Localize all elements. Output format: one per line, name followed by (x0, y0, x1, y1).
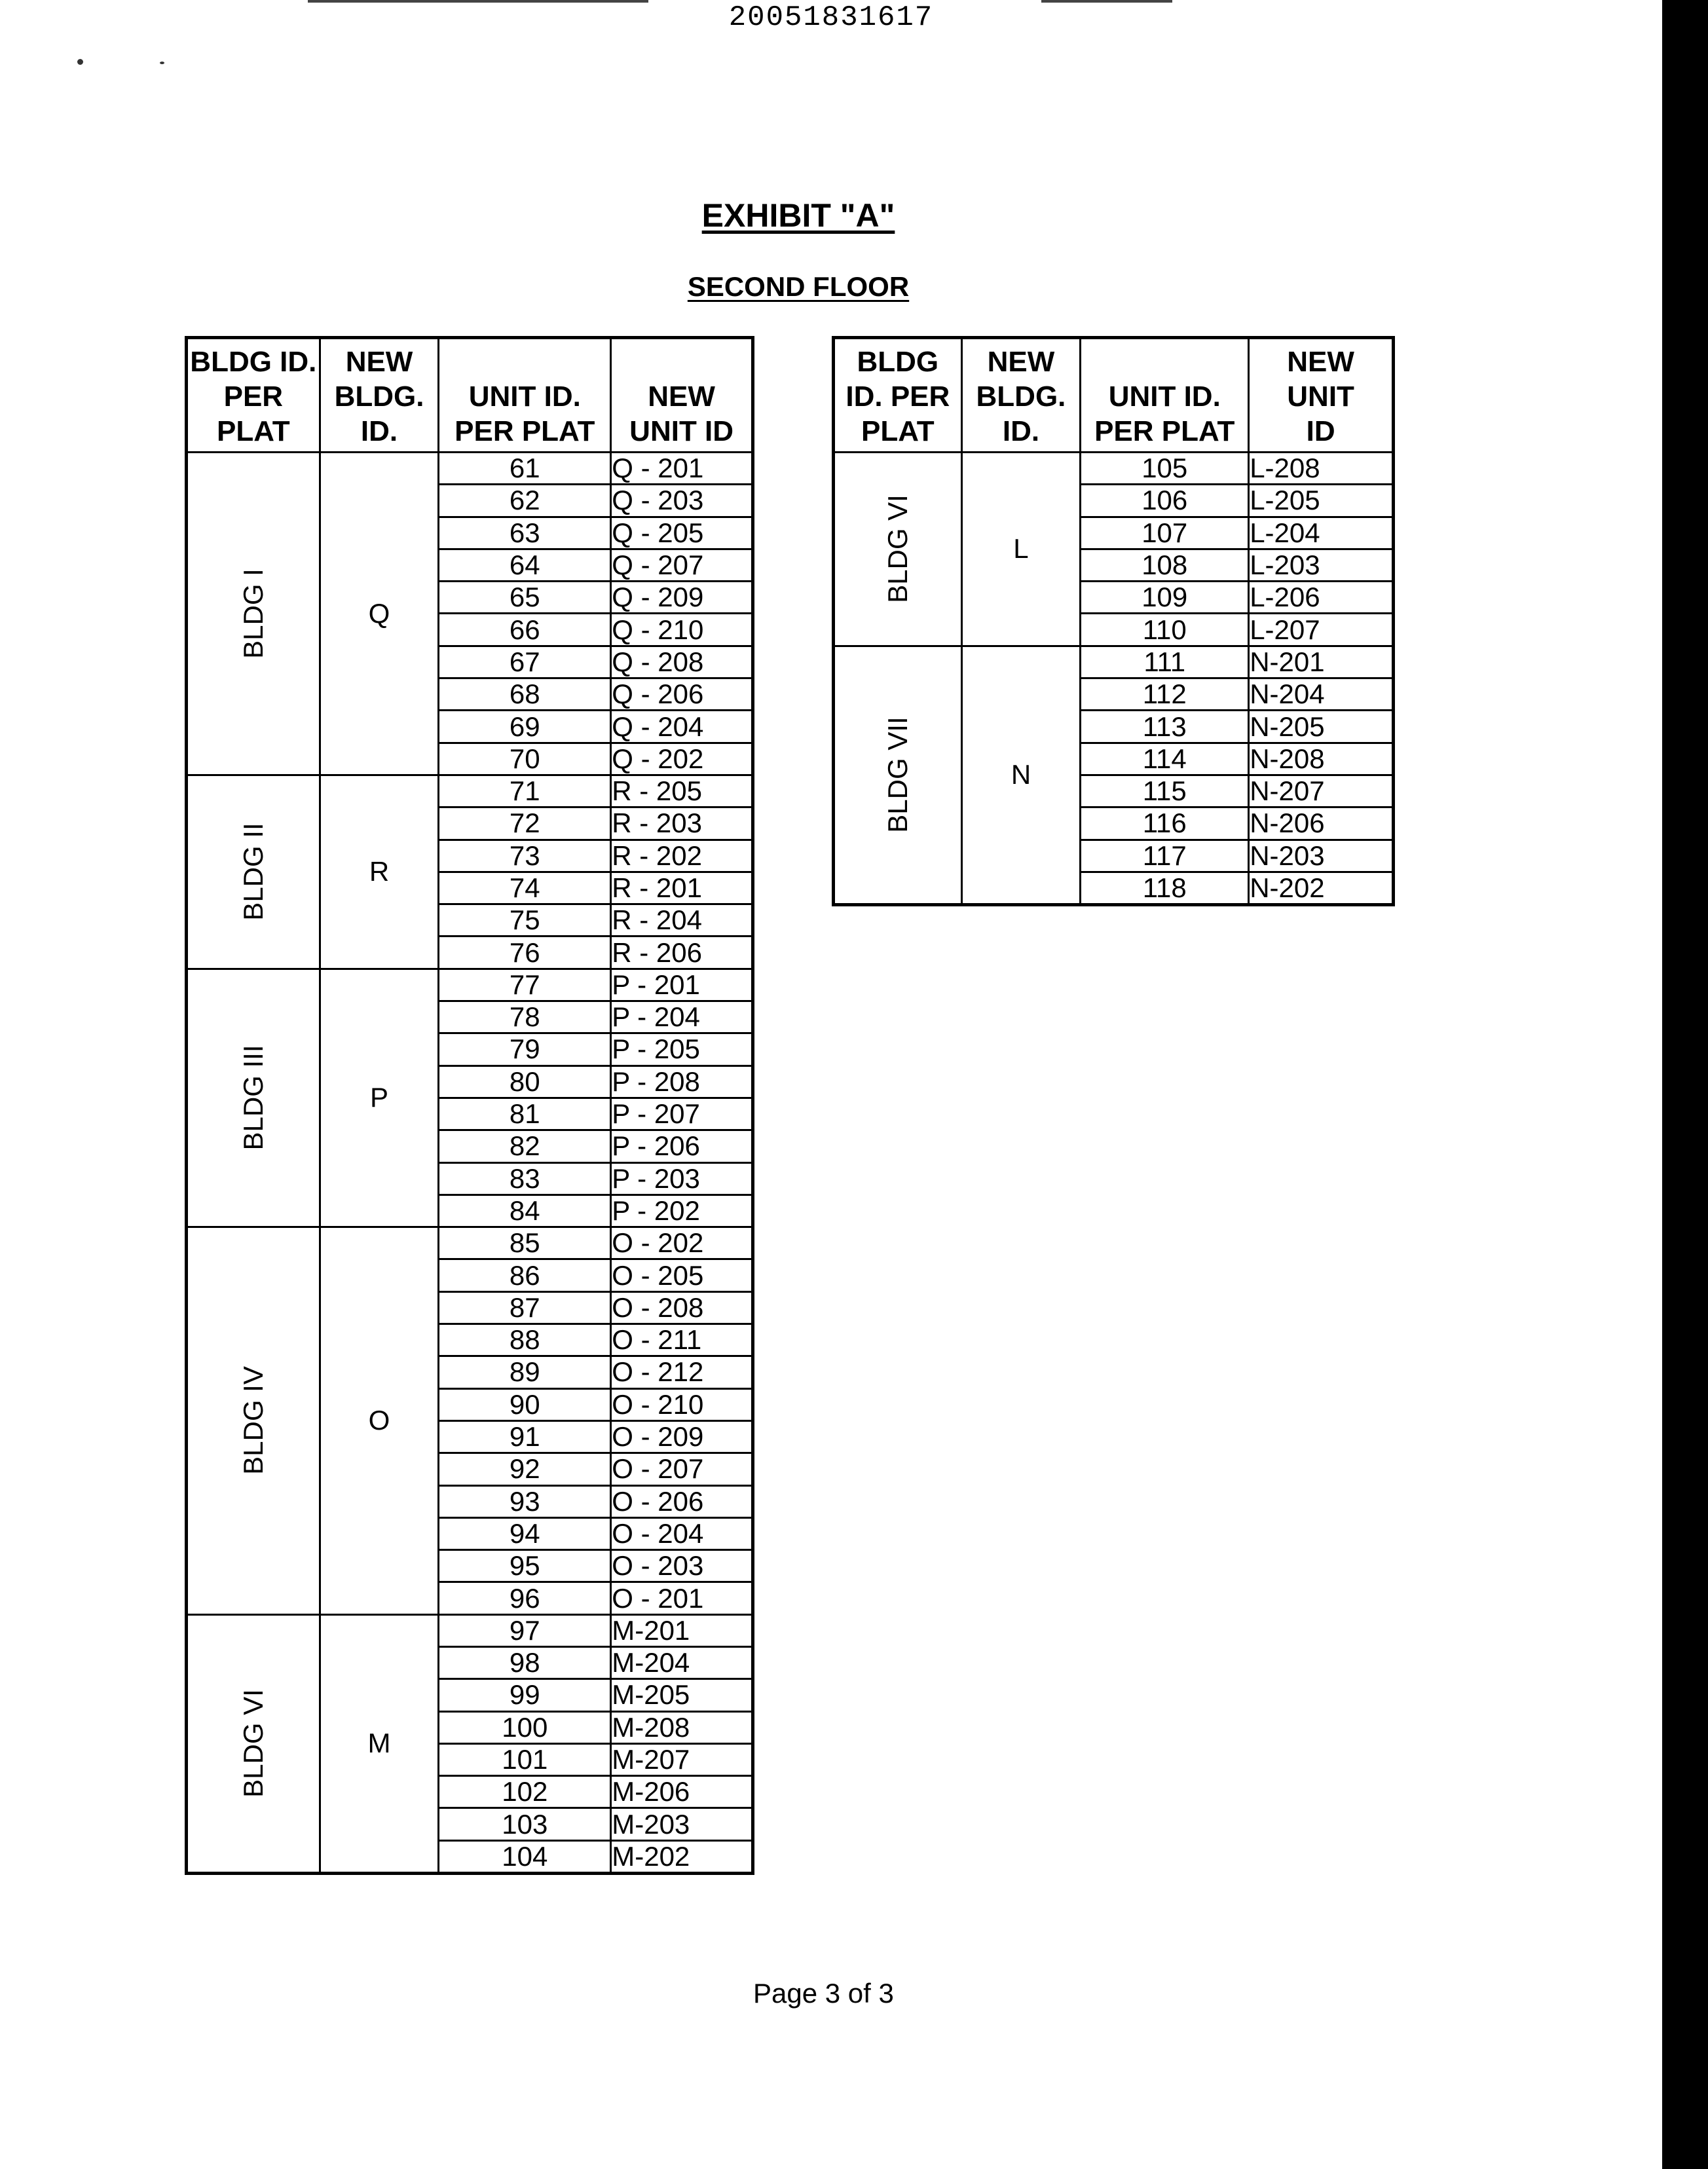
unit-id-cell: 112 (1081, 678, 1249, 711)
new-unit-id-cell: N-208 (1249, 743, 1394, 775)
unit-id-cell: 96 (439, 1582, 611, 1614)
new-unit-id-cell: O - 212 (611, 1356, 753, 1388)
new-unit-id-cell: O - 202 (611, 1227, 753, 1259)
new-unit-id-cell: Q - 204 (611, 711, 753, 743)
unit-id-cell: 103 (439, 1808, 611, 1840)
unit-id-cell: 95 (439, 1550, 611, 1582)
bldg-id-cell (187, 453, 320, 775)
table-row (187, 969, 753, 1001)
unit-id-cell: 61 (439, 453, 611, 485)
unit-id-cell: 73 (439, 840, 611, 872)
new-unit-id-cell: M-205 (611, 1679, 753, 1711)
unit-id-cell: 109 (1081, 582, 1249, 614)
bldg-id-cell (834, 646, 962, 904)
page-number: Page 3 of 3 (753, 1978, 894, 2009)
unit-id-cell: 74 (439, 872, 611, 904)
unit-id-cell: 69 (439, 711, 611, 743)
new-unit-id-cell: Q - 201 (611, 453, 753, 485)
unit-id-cell: 83 (439, 1162, 611, 1195)
new-unit-id-cell: N-204 (1249, 678, 1394, 711)
new-unit-id-cell: M-206 (611, 1776, 753, 1808)
bldg-id-cell (187, 1227, 320, 1615)
unit-id-cell: 114 (1081, 743, 1249, 775)
new-unit-id-cell: O - 204 (611, 1517, 753, 1549)
new-unit-id-cell: R - 203 (611, 807, 753, 840)
new-unit-id-cell: L-206 (1249, 582, 1394, 614)
new-unit-id-cell: P - 208 (611, 1066, 753, 1098)
new-unit-id-cell: Q - 207 (611, 549, 753, 581)
unit-id-cell: 102 (439, 1776, 611, 1808)
new-unit-id-cell: O - 210 (611, 1388, 753, 1420)
new-unit-id-cell: P - 204 (611, 1001, 753, 1033)
unit-id-cell: 78 (439, 1001, 611, 1033)
unit-id-cell: 84 (439, 1195, 611, 1227)
unit-id-cell: 108 (1081, 549, 1249, 581)
scan-edge-bar (1662, 0, 1708, 2169)
unit-id-cell: 64 (439, 549, 611, 581)
new-unit-id-cell: L-208 (1249, 453, 1394, 485)
unit-id-cell: 116 (1081, 807, 1249, 840)
bldg-id-label: BLDG VI (237, 1689, 269, 1798)
new-unit-id-cell: M-208 (611, 1711, 753, 1743)
new-unit-id-cell: P - 205 (611, 1033, 753, 1066)
table-row (187, 1227, 753, 1259)
new-unit-id-cell: O - 203 (611, 1550, 753, 1582)
unit-id-cell: 79 (439, 1033, 611, 1066)
unit-id-cell: 110 (1081, 614, 1249, 646)
unit-id-cell: 118 (1081, 872, 1249, 904)
unit-id-cell: 85 (439, 1227, 611, 1259)
scan-speck (160, 62, 164, 64)
unit-id-cell: 105 (1081, 453, 1249, 485)
bldg-id-label: BLDG III (237, 1045, 269, 1151)
new-bldg-id-cell: M (320, 1614, 439, 1873)
new-unit-id-cell: O - 206 (611, 1485, 753, 1517)
unit-id-cell: 62 (439, 485, 611, 517)
unit-id-cell: 107 (1081, 517, 1249, 549)
new-unit-id-cell: O - 205 (611, 1259, 753, 1291)
exhibit-title: EXHIBIT "A" (701, 197, 895, 234)
new-bldg-id-cell: L (961, 453, 1081, 646)
bldg-id-label: BLDG VI (882, 494, 913, 604)
scan-speck (77, 59, 83, 65)
unit-id-cell: 93 (439, 1485, 611, 1517)
new-unit-id-cell: Q - 210 (611, 614, 753, 646)
unit-id-cell: 80 (439, 1066, 611, 1098)
unit-id-cell: 115 (1081, 775, 1249, 807)
new-unit-id-cell: O - 201 (611, 1582, 753, 1614)
unit-id-cell: 113 (1081, 711, 1249, 743)
unit-id-cell: 72 (439, 807, 611, 840)
new-unit-id-cell: N-202 (1249, 872, 1394, 904)
bldg-id-cell (187, 969, 320, 1227)
new-unit-id-cell: N-203 (1249, 840, 1394, 872)
unit-id-cell: 104 (439, 1840, 611, 1873)
header-new-bldg: NEW BLDG. ID. (961, 338, 1081, 453)
header-bldg-id: BLDG ID. PER PLAT (187, 338, 320, 453)
new-unit-id-cell: R - 201 (611, 872, 753, 904)
new-unit-id-cell: N-205 (1249, 711, 1394, 743)
unit-id-cell: 111 (1081, 646, 1249, 678)
unit-id-cell: 101 (439, 1743, 611, 1775)
new-unit-id-cell: L-204 (1249, 517, 1394, 549)
unit-id-cell: 100 (439, 1711, 611, 1743)
new-unit-id-cell: Q - 208 (611, 646, 753, 678)
unit-id-cell: 97 (439, 1614, 611, 1646)
header-new-unit: NEW UNIT ID (611, 338, 753, 453)
new-unit-id-cell: Q - 205 (611, 517, 753, 549)
unit-id-cell: 117 (1081, 840, 1249, 872)
unit-id-cell: 91 (439, 1420, 611, 1453)
new-unit-id-cell: O - 208 (611, 1291, 753, 1324)
unit-id-cell: 98 (439, 1646, 611, 1678)
bldg-id-label: BLDG IV (237, 1366, 269, 1475)
new-unit-id-cell: P - 207 (611, 1098, 753, 1130)
unit-id-cell: 65 (439, 582, 611, 614)
new-unit-id-cell: M-207 (611, 1743, 753, 1775)
table-row (834, 453, 1394, 485)
new-unit-id-cell: O - 207 (611, 1453, 753, 1485)
unit-id-cell: 99 (439, 1679, 611, 1711)
new-unit-id-cell: L-207 (1249, 614, 1394, 646)
bldg-id-label: BLDG I (237, 568, 269, 659)
unit-id-cell: 76 (439, 936, 611, 969)
new-unit-id-cell: N-206 (1249, 807, 1394, 840)
unit-id-cell: 68 (439, 678, 611, 711)
new-unit-id-cell: R - 206 (611, 936, 753, 969)
new-unit-id-cell: N-207 (1249, 775, 1394, 807)
new-unit-id-cell: N-201 (1249, 646, 1394, 678)
unit-id-cell: 94 (439, 1517, 611, 1549)
header-bldg-id: BLDG ID. PER PLAT (834, 338, 962, 453)
new-unit-id-cell: M-203 (611, 1808, 753, 1840)
table-row (187, 775, 753, 807)
floor-subtitle: SECOND FLOOR (687, 271, 910, 302)
new-unit-id-cell: M-204 (611, 1646, 753, 1678)
bldg-id-label: BLDG II (237, 823, 269, 921)
new-unit-id-cell: Q - 202 (611, 743, 753, 775)
table-row (834, 646, 1394, 678)
header-unit-id: UNIT ID. PER PLAT (1081, 338, 1249, 453)
table-row (187, 1614, 753, 1646)
new-unit-id-cell: R - 202 (611, 840, 753, 872)
new-unit-id-cell: P - 206 (611, 1130, 753, 1162)
unit-id-cell: 88 (439, 1324, 611, 1356)
new-unit-id-cell: L-205 (1249, 485, 1394, 517)
unit-id-cell: 75 (439, 904, 611, 936)
new-unit-id-cell: M-201 (611, 1614, 753, 1646)
unit-id-cell: 82 (439, 1130, 611, 1162)
unit-id-cell: 106 (1081, 485, 1249, 517)
new-unit-id-cell: L-203 (1249, 549, 1394, 581)
unit-id-cell: 66 (439, 614, 611, 646)
new-bldg-id-cell: N (961, 646, 1081, 904)
unit-id-cell: 67 (439, 646, 611, 678)
table-row (187, 453, 753, 485)
bldg-id-cell (187, 1614, 320, 1873)
new-unit-id-cell: P - 203 (611, 1162, 753, 1195)
unit-id-cell: 77 (439, 969, 611, 1001)
new-bldg-id-cell: Q (320, 453, 439, 775)
unit-id-cell: 81 (439, 1098, 611, 1130)
left-unit-table (185, 336, 754, 1875)
bldg-id-cell (834, 453, 962, 646)
unit-id-cell: 86 (439, 1259, 611, 1291)
new-bldg-id-cell: P (320, 969, 439, 1227)
header-new-bldg: NEW BLDG. ID. (320, 338, 439, 453)
new-unit-id-cell: Q - 206 (611, 678, 753, 711)
new-unit-id-cell: R - 205 (611, 775, 753, 807)
bldg-id-cell (187, 775, 320, 969)
new-unit-id-cell: Q - 203 (611, 485, 753, 517)
header-new-unit: NEW UNIT ID (1249, 338, 1394, 453)
unit-id-cell: 71 (439, 775, 611, 807)
new-bldg-id-cell: O (320, 1227, 439, 1615)
new-unit-id-cell: P - 202 (611, 1195, 753, 1227)
right-unit-table (832, 336, 1395, 906)
unit-id-cell: 89 (439, 1356, 611, 1388)
new-unit-id-cell: M-202 (611, 1840, 753, 1873)
unit-id-cell: 70 (439, 743, 611, 775)
new-unit-id-cell: R - 204 (611, 904, 753, 936)
new-unit-id-cell: Q - 209 (611, 582, 753, 614)
new-bldg-id-cell: R (320, 775, 439, 969)
unit-id-cell: 92 (439, 1453, 611, 1485)
new-unit-id-cell: O - 209 (611, 1420, 753, 1453)
bldg-id-label: BLDG VII (882, 716, 913, 834)
new-unit-id-cell: O - 211 (611, 1324, 753, 1356)
new-unit-id-cell: P - 201 (611, 969, 753, 1001)
unit-id-cell: 63 (439, 517, 611, 549)
unit-id-cell: 90 (439, 1388, 611, 1420)
unit-id-cell: 87 (439, 1291, 611, 1324)
header-unit-id: UNIT ID. PER PLAT (439, 338, 611, 453)
document-number: 20051831617 (728, 1, 934, 34)
